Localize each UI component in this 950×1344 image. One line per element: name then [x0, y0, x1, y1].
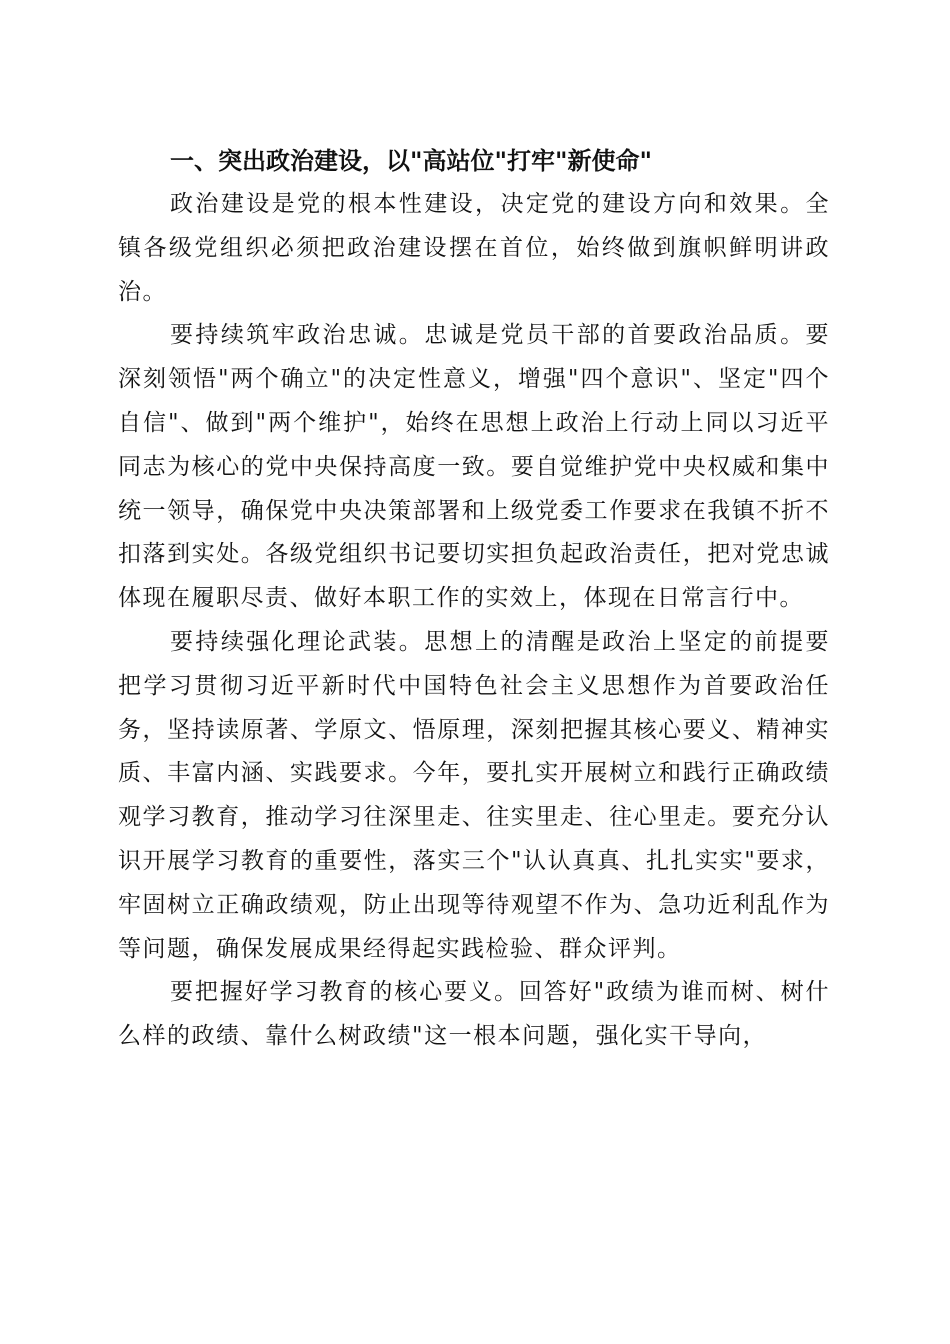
paragraph-political-loyalty: 要持续筑牢政治忠诚。忠诚是党员干部的首要政治品质。要深刻领悟"两个确立"的决定性意义，增强"四个意识"、坚定"四个自信"、做到"两个维护"，始终在思想上政治上行动上同以习近平同志为核心的党中央保持高度一致。要自觉维护党中央权威和集中统一领导，确保党中央决策部署和上级党委工作要求在我镇不折不扣落到实处。各级党组织书记要切实担负起政治责任，把对党忠诚体现在履职尽责、做好本职工作的实效上，体现在日常言行中。: [118, 322, 830, 612]
paragraph-theoretical-armament: 要持续强化理论武装。思想上的清醒是政治上坚定的前提要把学习贯彻习近平新时代中国特色社会主义思想作为首要政治任务，坚持读原著、学原文、悟原理，深刻把握其核心要义、精神实质、丰富内涵、实践要求。今年，要扎实开展树立和践行正确政绩观学习教育，推动学习往深里走、往实里走、往心里走。要充分认识开展学习教育的重要性，落实三个"认认真真、扎扎实实"要求，牢固树立正确政绩观，防止出现等待观望不作为、急功近利乱作为等问题，确保发展成果经得起实践检验、群众评判。: [118, 628, 830, 962]
section-heading: 一、突出政治建设，以"高站位"打牢"新使命": [170, 147, 653, 175]
paragraph-political-construction: 政治建设是党的根本性建设，决定党的建设方向和效果。全镇各级党组织必须把政治建设摆在首位，始终做到旗帜鲜明讲政治。: [118, 191, 830, 305]
document-body: [118, 139, 830, 1059]
paragraph-core-essentials: 要把握好学习教育的核心要义。回答好"政绩为谁而树、树什么样的政绩、靠什么树政绩"这一根本问题，强化实干导向，: [118, 979, 830, 1050]
